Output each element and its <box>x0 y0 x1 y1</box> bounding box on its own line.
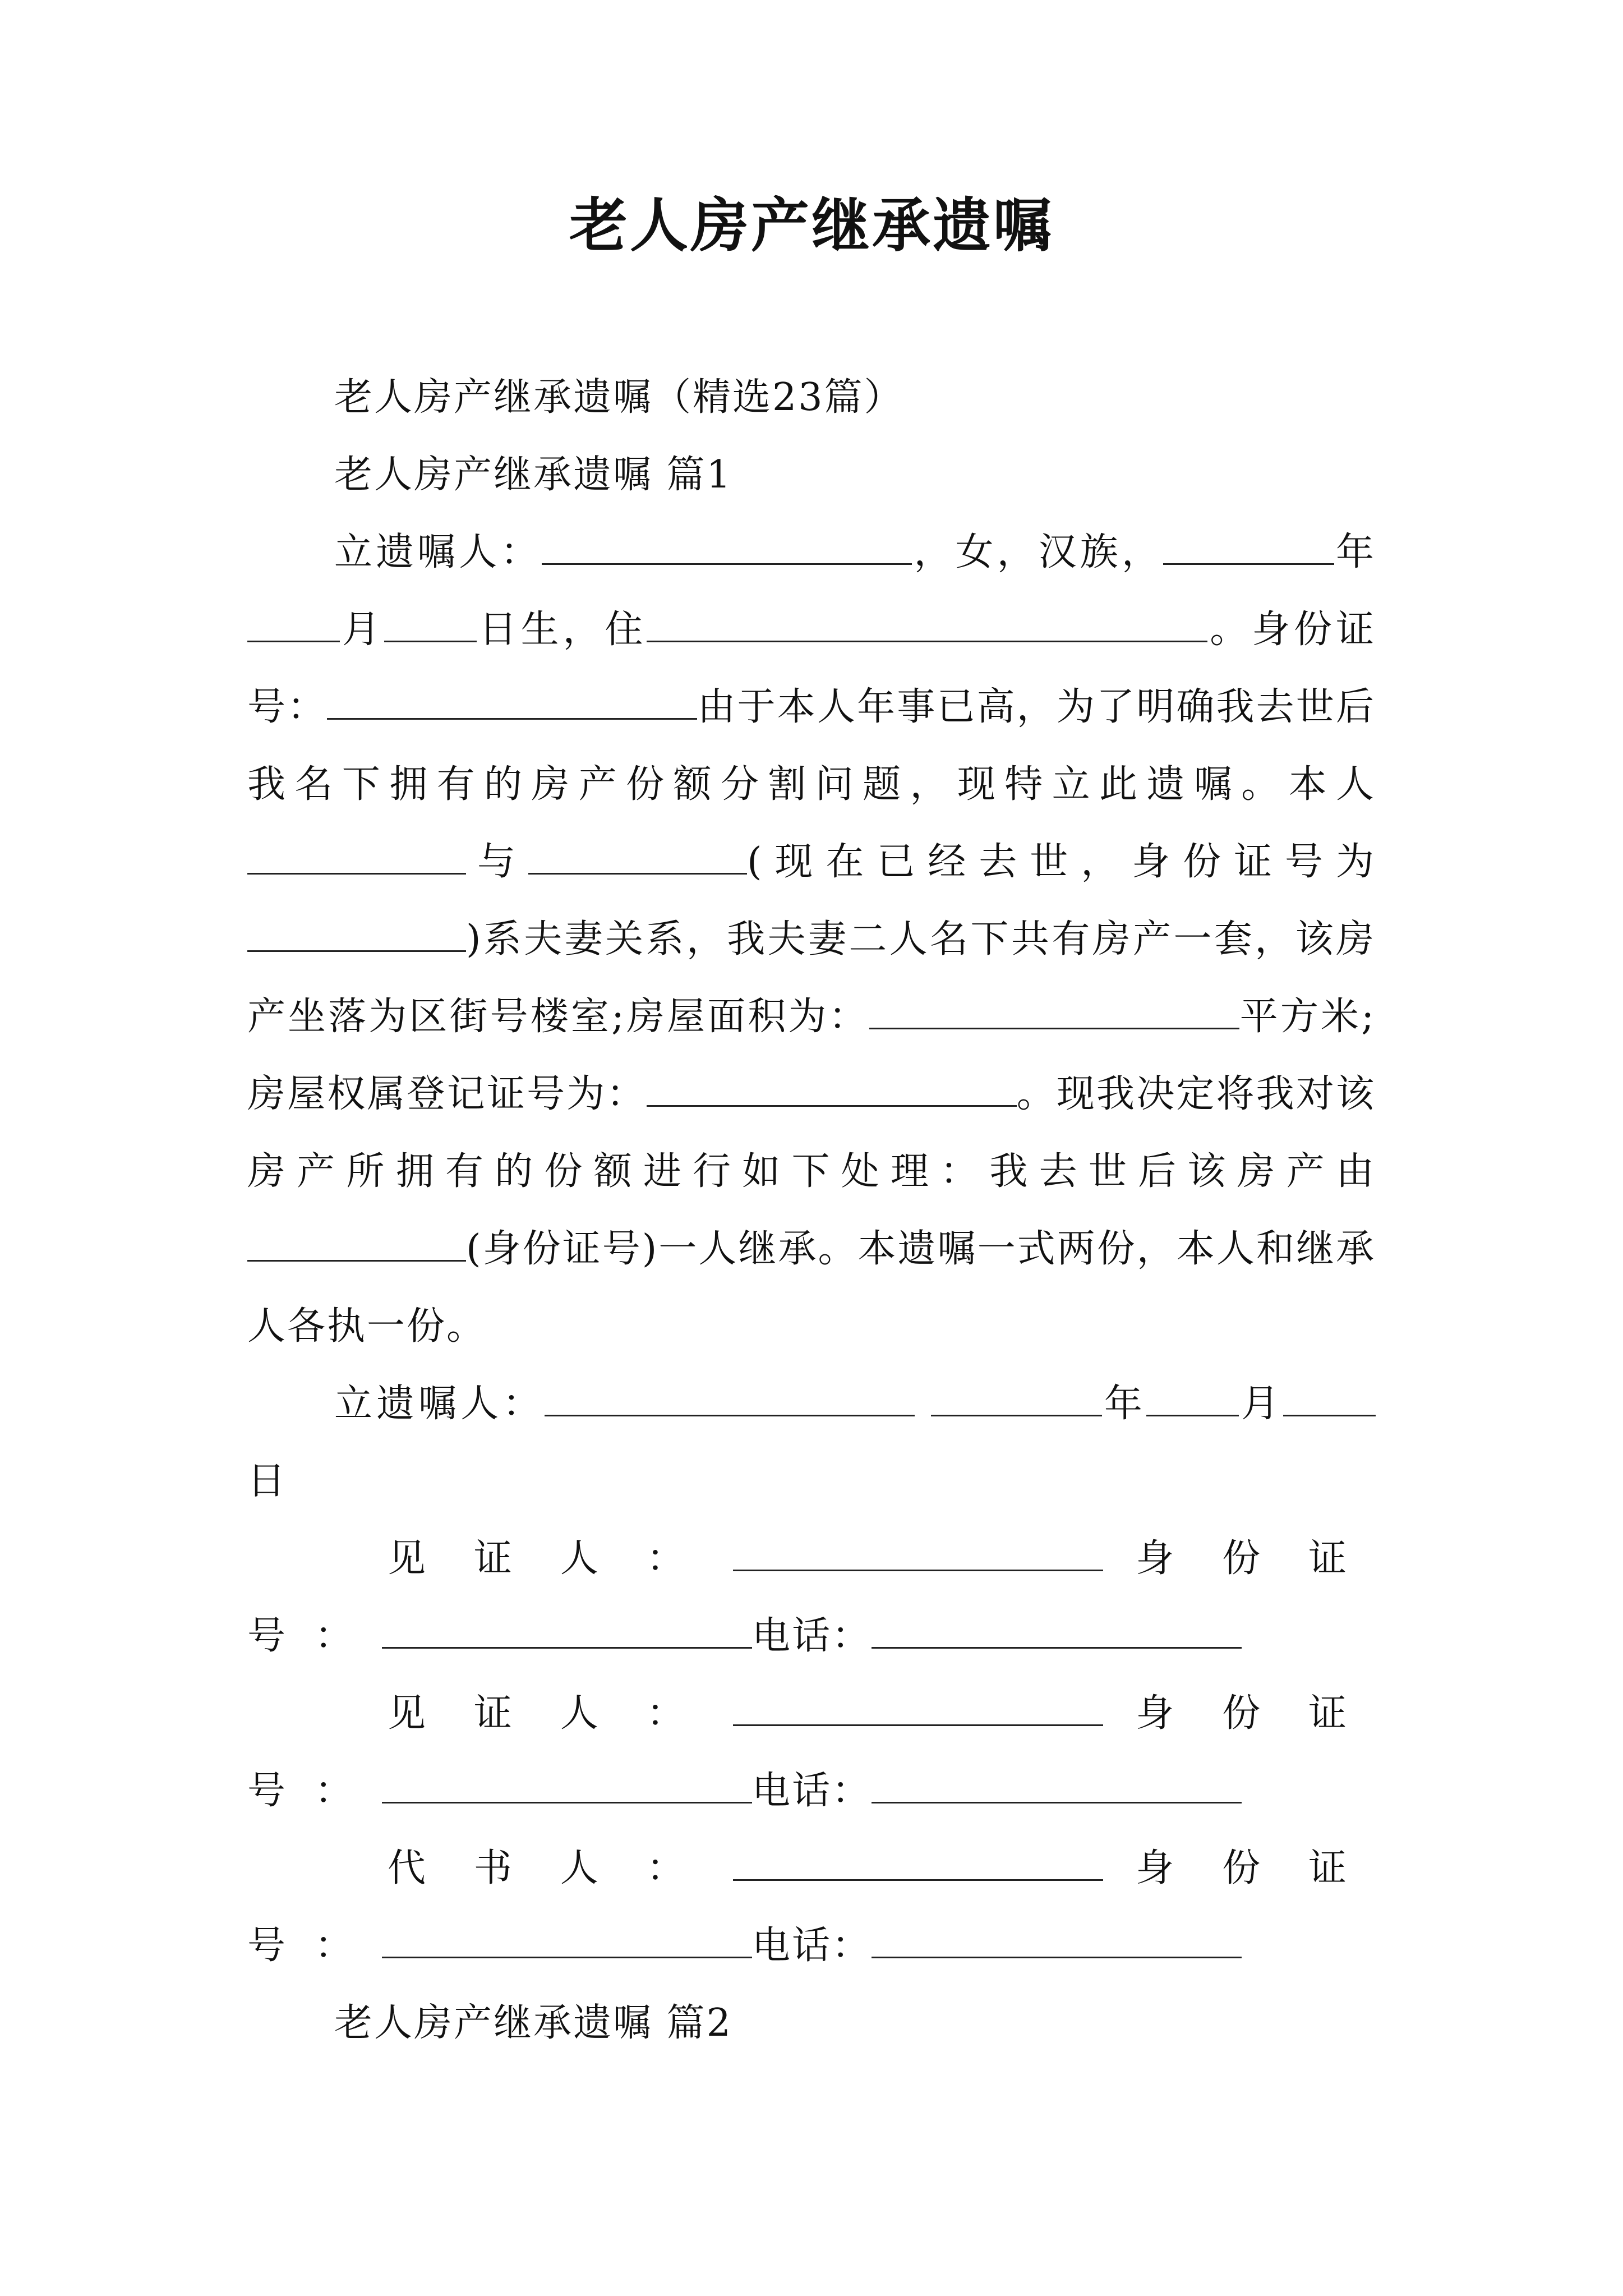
sign-day-text: 日 <box>247 1459 288 1503</box>
birth-month-blank <box>247 606 340 642</box>
witness-1-name-blank <box>733 1535 1103 1571</box>
spouse-name-blank <box>528 839 747 875</box>
sign-year-text: 年 <box>1101 1382 1146 1426</box>
section-heading-2: 老人房产继承遗嘱 篇2 <box>334 2001 732 2045</box>
witness-1-id-label: 身份证号： <box>247 1536 1376 1658</box>
sign-testator-blank <box>545 1381 915 1416</box>
will-paragraph <box>247 514 1376 1365</box>
id-label-text: 。身份证号： <box>247 608 1376 729</box>
scribe-phone-label: 电话： <box>752 1924 872 1968</box>
document-title: 老人房产继承遗嘱 <box>569 191 1054 260</box>
scribe-label: 代书人： <box>388 1846 733 1890</box>
reason-text: 由于本人年事已高，为了明确我去世后我名下拥有的房产份额分割问题，现特立此遗嘱。本人 <box>247 685 1376 807</box>
witness-1-line <box>247 1520 1376 1675</box>
address-blank <box>647 606 1207 642</box>
witness-1-label: 见证人： <box>388 1536 733 1581</box>
sign-month-blank <box>1146 1381 1239 1416</box>
witness-2-phone-blank <box>872 1768 1242 1803</box>
sign-year-blank <box>931 1381 1102 1416</box>
sign-testator-label: 立遗嘱人： <box>334 1382 545 1426</box>
witness-2-phone-label: 电话： <box>752 1769 872 1813</box>
scribe-line <box>247 1830 1376 1985</box>
signature-line <box>247 1365 1376 1520</box>
spouse-relation-text: )系夫妻关系，我夫妻二人名下共有房产一套，该房产坐落为区街号楼室;房屋面积为： <box>247 917 1376 1039</box>
sign-month-text: 月 <box>1238 1382 1283 1426</box>
subtitle: 老人房产继承遗嘱（精选23篇） <box>334 375 904 420</box>
witness-2-line <box>247 1675 1376 1830</box>
self-name-blank <box>247 839 466 875</box>
gender-ethnic-text: ，女，汉族， <box>912 530 1163 574</box>
certificate-number-blank <box>647 1071 1017 1107</box>
sign-day-blank <box>1283 1381 1376 1416</box>
birth-year-blank-a <box>1163 529 1334 565</box>
year-text: 年 <box>1334 530 1376 574</box>
scribe-id-label: 身份证号： <box>247 1846 1376 1968</box>
decision-text: 。现我决定将我对该房产所拥有的份额进行如下处理：我去世后该房产由 <box>247 1072 1376 1194</box>
section-heading-1: 老人房产继承遗嘱 篇1 <box>334 453 732 497</box>
born-live-text: 日生，住 <box>476 608 647 652</box>
testator-name-blank <box>542 529 912 565</box>
scribe-id-blank <box>382 1922 752 1958</box>
witness-2-id-label: 身份证号： <box>247 1691 1376 1813</box>
scribe-name-blank <box>733 1845 1103 1881</box>
spouse-id-blank <box>247 916 466 952</box>
testator-label: 立遗嘱人： <box>334 530 542 574</box>
area-unit-text: 平方米;房屋权属登记证号为： <box>247 995 1376 1116</box>
inherit-text: (身份证号)一人继承。本遗嘱一式两份，本人和继承人各执一份。 <box>247 1227 1376 1349</box>
month-text: 月 <box>340 608 384 652</box>
scribe-phone-blank <box>872 1922 1242 1958</box>
id-number-blank <box>327 684 697 720</box>
and-text: 与 <box>466 840 528 884</box>
witness-1-id-blank <box>382 1613 752 1649</box>
birth-day-blank <box>384 606 477 642</box>
witness-1-phone-label: 电话： <box>752 1614 872 1658</box>
witness-1-phone-blank <box>872 1613 1242 1649</box>
document-body <box>247 359 1376 2062</box>
witness-2-name-blank <box>733 1690 1103 1726</box>
deceased-text: (现在已经去世，身份证号为 <box>746 840 1376 884</box>
heir-name-blank <box>247 1226 466 1262</box>
area-blank <box>869 993 1239 1029</box>
witness-2-label: 见证人： <box>388 1691 733 1736</box>
witness-2-id-blank <box>382 1768 752 1803</box>
